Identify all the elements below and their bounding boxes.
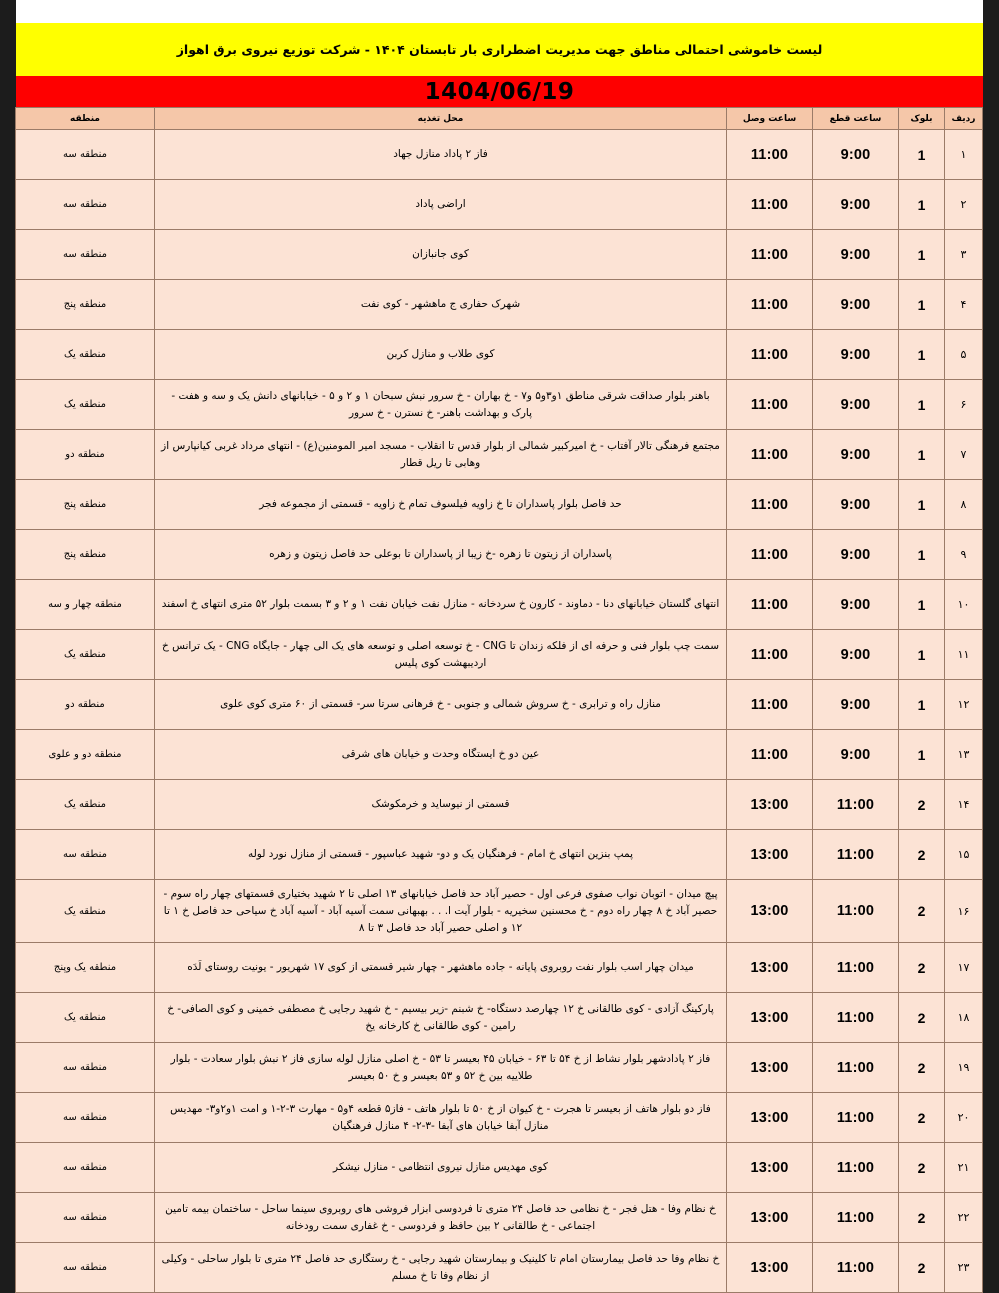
table-row xyxy=(16,1093,983,1143)
region-cell: منطقه سه xyxy=(16,1143,155,1193)
row-number-cell: ۷ xyxy=(945,430,983,480)
row-number-cell: ۲۳ xyxy=(945,1243,983,1293)
region-cell: منطقه پنج xyxy=(16,480,155,530)
column-header-mahal: محل تغذیه xyxy=(155,108,727,130)
region-cell: منطقه چهار و سه xyxy=(16,580,155,630)
row-number-cell: ۱۰ xyxy=(945,580,983,630)
table-row xyxy=(16,630,983,680)
restore-time-cell: 13:00 xyxy=(727,780,813,830)
block-cell: 1 xyxy=(899,130,945,180)
row-number-cell: ۱۵ xyxy=(945,830,983,880)
cutoff-time-cell: 9:00 xyxy=(813,580,899,630)
block-cell: 1 xyxy=(899,680,945,730)
table-row xyxy=(16,1143,983,1193)
block-cell: 1 xyxy=(899,230,945,280)
table-row xyxy=(16,480,983,530)
table-row xyxy=(16,330,983,380)
row-number-cell: ۲۰ xyxy=(945,1093,983,1143)
block-cell: 2 xyxy=(899,1193,945,1243)
feed-location-cell: کوی طلاب و منازل کربن xyxy=(155,330,727,380)
restore-time-cell: 11:00 xyxy=(727,480,813,530)
row-number-cell: ۶ xyxy=(945,380,983,430)
column-header-mantagheh: منطقه xyxy=(16,108,155,130)
cutoff-time-cell: 11:00 xyxy=(813,993,899,1043)
block-cell: 1 xyxy=(899,280,945,330)
feed-location-cell: عین دو خ ایستگاه وحدت و خیابان های شرقی xyxy=(155,730,727,780)
feed-location-cell: انتهای گلستان خیابانهای دنا - دماوند - کارون خ سردخانه - منازل نفت خیابان نفت ۱ و ۲ و ۳ بسمت بلوار ۵۲ متری انتهای خ اسفند xyxy=(155,580,727,630)
region-cell: منطقه دو xyxy=(16,430,155,480)
table-body xyxy=(16,130,983,1293)
cutoff-time-cell: 11:00 xyxy=(813,1243,899,1293)
restore-time-cell: 11:00 xyxy=(727,630,813,680)
table-header-row xyxy=(16,108,983,130)
block-cell: 1 xyxy=(899,730,945,780)
table-row xyxy=(16,180,983,230)
restore-time-cell: 11:00 xyxy=(727,330,813,380)
restore-time-cell: 13:00 xyxy=(727,1193,813,1243)
feed-location-cell: منازل راه و ترابری - خ سروش شمالی و جنوبی - خ فرهانی سرتا سر- قسمتی از ۶۰ متری کوی علوی xyxy=(155,680,727,730)
row-number-cell: ۸ xyxy=(945,480,983,530)
cutoff-time-cell: 9:00 xyxy=(813,530,899,580)
table-header xyxy=(16,108,983,130)
cutoff-time-cell: 11:00 xyxy=(813,830,899,880)
region-cell: منطقه دو و علوی xyxy=(16,730,155,780)
block-cell: 2 xyxy=(899,1143,945,1193)
region-cell: منطقه یک xyxy=(16,330,155,380)
cutoff-time-cell: 9:00 xyxy=(813,430,899,480)
feed-location-cell: باهنر بلوار صداقت شرقی مناطق ۱و۳و۵ و۷ - خ بهاران - خ سرور نبش سبحان ۱ و ۲ و ۵ - خیابانهای دانش یک و سه و هفت - پارک و بهداشت باهنر- خ نسترن - خ سرور xyxy=(155,380,727,430)
restore-time-cell: 13:00 xyxy=(727,1043,813,1093)
block-cell: 1 xyxy=(899,330,945,380)
restore-time-cell: 11:00 xyxy=(727,430,813,480)
block-cell: 1 xyxy=(899,430,945,480)
region-cell: منطقه سه xyxy=(16,1243,155,1293)
row-number-cell: ۱۸ xyxy=(945,993,983,1043)
feed-location-cell: سمت چپ بلوار فنی و حرفه ای از فلکه زندان تا CNG - خ توسعه اصلی و توسعه های یک الی چهار - جایگاه CNG - یک ترانس خ اردیبهشت کوی پلیس xyxy=(155,630,727,680)
row-number-cell: ۱۹ xyxy=(945,1043,983,1093)
block-cell: 1 xyxy=(899,480,945,530)
row-number-cell: ۱۶ xyxy=(945,880,983,943)
block-cell: 2 xyxy=(899,1243,945,1293)
restore-time-cell: 13:00 xyxy=(727,830,813,880)
column-header-vasl: ساعت وصل xyxy=(727,108,813,130)
page-title: لیست خاموشی احتمالی مناطق جهت مدیریت اضطراری بار تابستان ۱۴۰۴ - شرکت توزیع نیروی برق اهواز xyxy=(16,23,983,76)
restore-time-cell: 13:00 xyxy=(727,993,813,1043)
cutoff-time-cell: 9:00 xyxy=(813,380,899,430)
table-row xyxy=(16,130,983,180)
feed-location-cell: پارکینگ آزادی - کوی طالقانی خ ۱۲ چهارصد دستگاه- خ شبنم -زیر بیسیم - خ شهید رجایی خ مصطفی خمینی و کوی الصافی- خ رامین - کوی طالقانی خ کارخانه یخ xyxy=(155,993,727,1043)
feed-location-cell: کوی جانبازان xyxy=(155,230,727,280)
region-cell: منطقه دو xyxy=(16,680,155,730)
feed-location-cell: حد فاصل بلوار پاسداران تا خ زاویه فیلسوف تمام خ زاویه - قسمتی از مجموعه فجر xyxy=(155,480,727,530)
region-cell: منطقه سه xyxy=(16,1043,155,1093)
block-cell: 1 xyxy=(899,180,945,230)
region-cell: منطقه پنج xyxy=(16,530,155,580)
column-header-ghat: ساعت قطع xyxy=(813,108,899,130)
cutoff-time-cell: 9:00 xyxy=(813,630,899,680)
restore-time-cell: 11:00 xyxy=(727,530,813,580)
feed-location-cell: خ نظام وفا - هتل فجر - خ نظامی حد فاصل ۲۴ متری تا فردوسی ابزار فروشی های روبروی سینما ساحل - ساختمان بیمه تامین اجتماعی - خ طالقانی ۲ بین حافظ و فردوسی - خ غفاری سمت رودخانه xyxy=(155,1193,727,1243)
region-cell: منطقه یک xyxy=(16,380,155,430)
row-number-cell: ۳ xyxy=(945,230,983,280)
table-row xyxy=(16,730,983,780)
table-row xyxy=(16,1193,983,1243)
block-cell: 2 xyxy=(899,880,945,943)
feed-location-cell: مجتمع فرهنگی تالار آفتاب - خ امیرکبیر شمالی از بلوار قدس تا انقلاب - مسجد امیر المومنین(ع) - انتهای مرداد غربی کیانپارس از وهابی تا ریل قطار xyxy=(155,430,727,480)
block-cell: 2 xyxy=(899,830,945,880)
cutoff-time-cell: 11:00 xyxy=(813,1043,899,1093)
restore-time-cell: 13:00 xyxy=(727,880,813,943)
row-number-cell: ۱۴ xyxy=(945,780,983,830)
row-number-cell: ۱۲ xyxy=(945,680,983,730)
restore-time-cell: 11:00 xyxy=(727,580,813,630)
feed-location-cell: فاز ۲ پاداد منازل جهاد xyxy=(155,130,727,180)
feed-location-cell: کوی مهدیس منازل نیروی انتظامی - منازل نیشکر xyxy=(155,1143,727,1193)
restore-time-cell: 13:00 xyxy=(727,1093,813,1143)
restore-time-cell: 11:00 xyxy=(727,130,813,180)
table-row xyxy=(16,1043,983,1093)
table-row xyxy=(16,1243,983,1293)
table-row xyxy=(16,280,983,330)
outage-schedule-table xyxy=(15,107,983,1293)
block-cell: 2 xyxy=(899,780,945,830)
restore-time-cell: 11:00 xyxy=(727,380,813,430)
block-cell: 2 xyxy=(899,993,945,1043)
cutoff-time-cell: 9:00 xyxy=(813,480,899,530)
region-cell: منطقه سه xyxy=(16,230,155,280)
block-cell: 2 xyxy=(899,943,945,993)
cutoff-time-cell: 11:00 xyxy=(813,943,899,993)
row-number-cell: ۵ xyxy=(945,330,983,380)
restore-time-cell: 13:00 xyxy=(727,1243,813,1293)
row-number-cell: ۴ xyxy=(945,280,983,330)
restore-time-cell: 11:00 xyxy=(727,730,813,780)
table-row xyxy=(16,430,983,480)
block-cell: 2 xyxy=(899,1093,945,1143)
table-row xyxy=(16,230,983,280)
cutoff-time-cell: 9:00 xyxy=(813,130,899,180)
row-number-cell: ۱۳ xyxy=(945,730,983,780)
cutoff-time-cell: 9:00 xyxy=(813,280,899,330)
table-row xyxy=(16,380,983,430)
date-banner: 1404/06/19 xyxy=(16,76,983,107)
row-number-cell: ۲۱ xyxy=(945,1143,983,1193)
block-cell: 1 xyxy=(899,580,945,630)
region-cell: منطقه سه xyxy=(16,1093,155,1143)
row-number-cell: ۲۲ xyxy=(945,1193,983,1243)
feed-location-cell: میدان چهار اسب بلوار نفت روبروی پایانه - جاده ماهشهر - چهار شیر قسمتی از کوی ۱۷ شهریور - یونیت روستای لَدَه xyxy=(155,943,727,993)
table-row xyxy=(16,530,983,580)
restore-time-cell: 11:00 xyxy=(727,680,813,730)
outage-sheet xyxy=(16,0,983,1293)
feed-location-cell: اراضی پاداد xyxy=(155,180,727,230)
feed-location-cell: پمپ بنزین انتهای خ امام - فرهنگیان یک و دو- شهید عباسپور - قسمتی از منازل نورد لوله xyxy=(155,830,727,880)
region-cell: منطقه پنج xyxy=(16,280,155,330)
cutoff-time-cell: 11:00 xyxy=(813,1143,899,1193)
block-cell: 1 xyxy=(899,530,945,580)
block-cell: 2 xyxy=(899,1043,945,1093)
row-number-cell: ۱ xyxy=(945,130,983,180)
table-row xyxy=(16,780,983,830)
column-header-radif: ردیف xyxy=(945,108,983,130)
table-row xyxy=(16,680,983,730)
region-cell: منطقه یک xyxy=(16,630,155,680)
feed-location-cell: فاز ۲ پادادشهر بلوار نشاط از خ ۵۴ تا ۶۳ - خیابان ۴۵ بعیسر تا ۵۳ - خ اصلی منازل لوله سازی فاز ۲ نبش بلوار سعادت - بلوار طلاییه بین خ ۵۲ و ۵۳ بعیسر و خ ۵۰ بعیسر xyxy=(155,1043,727,1093)
restore-time-cell: 11:00 xyxy=(727,280,813,330)
table-row xyxy=(16,830,983,880)
row-number-cell: ۲ xyxy=(945,180,983,230)
region-cell: منطقه سه xyxy=(16,130,155,180)
row-number-cell: ۹ xyxy=(945,530,983,580)
region-cell: منطقه یک xyxy=(16,880,155,943)
region-cell: منطقه یک وپنج xyxy=(16,943,155,993)
cutoff-time-cell: 9:00 xyxy=(813,330,899,380)
cutoff-time-cell: 11:00 xyxy=(813,880,899,943)
column-header-blok: بلوک xyxy=(899,108,945,130)
feed-location-cell: پیچ میدان - اتوبان نواب صفوی فرعی اول - حصیر آباد حد فاصل خیابانهای ۱۳ اصلی تا ۲ شهید بختیاری قسمتهای چهار راه سوم - حصیر آباد خ ۸ چهار راه دوم - خ محسنین سخیریه - بلوار آیت ا. . . بهبهانی سمت آسیه آباد - آسیه آباد خ سیاحی حد فاصل خ ۱ تا ۱۲ و اصلی حصیر آباد حد فاصل ۳ تا ۸ xyxy=(155,880,727,943)
region-cell: منطقه یک xyxy=(16,993,155,1043)
block-cell: 1 xyxy=(899,630,945,680)
feed-location-cell: شهرک حفاری ج ماهشهر - کوی نفت xyxy=(155,280,727,330)
restore-time-cell: 13:00 xyxy=(727,943,813,993)
region-cell: منطقه یک xyxy=(16,780,155,830)
cutoff-time-cell: 9:00 xyxy=(813,730,899,780)
cutoff-time-cell: 11:00 xyxy=(813,780,899,830)
restore-time-cell: 11:00 xyxy=(727,230,813,280)
row-number-cell: ۱۱ xyxy=(945,630,983,680)
feed-location-cell: خ نظام وفا حد فاصل بیمارستان امام تا کلینیک و بیمارستان شهید رجایی - خ رستگاری حد فاصل ۲۴ متری تا بلوار ساحلی - وکیلی از نظام وفا تا خ مسلم xyxy=(155,1243,727,1293)
table-row xyxy=(16,580,983,630)
cutoff-time-cell: 11:00 xyxy=(813,1093,899,1143)
cutoff-time-cell: 9:00 xyxy=(813,180,899,230)
feed-location-cell: فاز دو بلوار هاتف از بعیسر تا هجرت - خ کیوان از خ ۵۰ تا بلوار هاتف - فاز۵ قطعه ۴و۵ - مهارت ۳-۲-۱ و امت ۱و۲و۳- مهدیس منازل آبفا خیابان های آبفا -۳-۲- ۴ منازل فرهنگیان xyxy=(155,1093,727,1143)
cutoff-time-cell: 9:00 xyxy=(813,680,899,730)
table-row xyxy=(16,880,983,943)
region-cell: منطقه سه xyxy=(16,1193,155,1243)
row-number-cell: ۱۷ xyxy=(945,943,983,993)
region-cell: منطقه سه xyxy=(16,830,155,880)
table-row xyxy=(16,943,983,993)
region-cell: منطقه سه xyxy=(16,180,155,230)
restore-time-cell: 11:00 xyxy=(727,180,813,230)
feed-location-cell: پاسداران از زیتون تا زهره -خ زیبا از پاسداران تا بوعلی حد فاصل زیتون و زهره xyxy=(155,530,727,580)
restore-time-cell: 13:00 xyxy=(727,1143,813,1193)
block-cell: 1 xyxy=(899,380,945,430)
table-row xyxy=(16,993,983,1043)
feed-location-cell: قسمتی از نیوساید و خرمکوشک xyxy=(155,780,727,830)
cutoff-time-cell: 9:00 xyxy=(813,230,899,280)
cutoff-time-cell: 11:00 xyxy=(813,1193,899,1243)
